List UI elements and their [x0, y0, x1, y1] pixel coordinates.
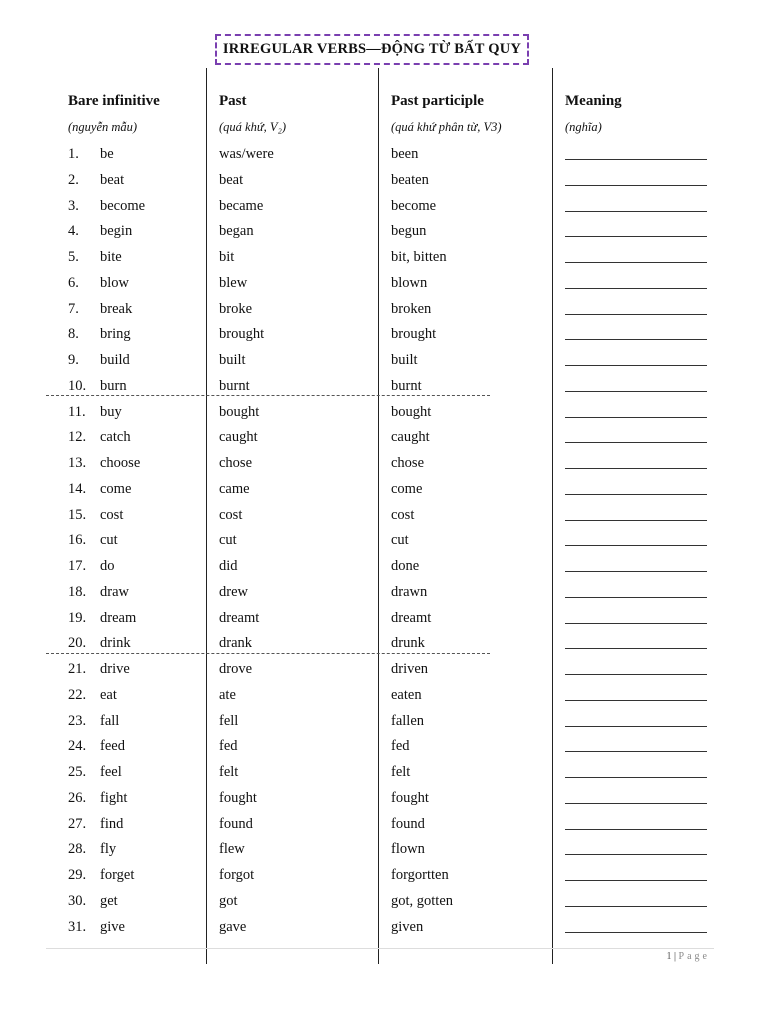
past-form: drove — [219, 661, 253, 677]
page-number: 1 — [666, 951, 672, 962]
past-participle: brought — [391, 326, 437, 343]
bare-infinitive: cost — [100, 506, 124, 523]
page-footer — [667, 951, 710, 962]
footer-rule — [46, 948, 714, 949]
page-label: Page — [678, 951, 710, 962]
bare-infinitive: bring — [100, 326, 131, 343]
past-form: dreamt — [219, 609, 260, 626]
meaning-blank-line — [565, 300, 707, 315]
past-form: beat — [219, 171, 244, 188]
past-form: brought — [219, 326, 265, 343]
verb-number: 23. — [68, 712, 87, 729]
meaning-blank-line — [565, 377, 707, 392]
verb-row — [0, 480, 768, 506]
verb-number: 4. — [68, 223, 79, 240]
verb-number: 27. — [68, 815, 87, 832]
title-box — [215, 34, 529, 65]
bare-infinitive: break — [100, 300, 133, 317]
verb-row — [0, 609, 768, 635]
verb-number: 14. — [68, 480, 87, 497]
past-participle: begun — [391, 223, 427, 240]
past-participle: drawn — [391, 583, 428, 600]
past-participle: become — [391, 197, 437, 214]
bare-infinitive: drink — [100, 635, 131, 652]
past-participle: fought — [391, 789, 429, 806]
verb-row — [0, 583, 768, 609]
header-past-participle: Past participle — [391, 93, 484, 109]
verb-row — [0, 763, 768, 789]
past-participle: fallen — [391, 712, 425, 729]
past-form: bit — [219, 249, 235, 265]
bare-infinitive: give — [100, 918, 125, 935]
verb-row — [0, 171, 768, 197]
past-form: got — [219, 892, 238, 909]
verb-row — [0, 377, 768, 403]
past-form: found — [219, 815, 253, 832]
bare-infinitive: come — [100, 480, 132, 497]
past-form: built — [219, 352, 246, 368]
subheader-past: (quá khứ, V₂) — [219, 120, 287, 134]
verb-row — [0, 712, 768, 738]
verb-number: 10. — [68, 377, 87, 394]
verb-row — [0, 145, 768, 171]
bare-infinitive: dream — [100, 609, 137, 626]
past-participle: built — [391, 352, 418, 368]
meaning-blank-line — [565, 351, 707, 366]
verb-number: 22. — [68, 686, 87, 703]
past-participle: been — [391, 146, 419, 162]
past-participle: cost — [391, 506, 415, 523]
past-participle: blown — [391, 274, 428, 291]
meaning-blank-line — [565, 866, 707, 881]
meaning-blank-line — [565, 737, 707, 752]
verb-number: 26. — [68, 789, 87, 806]
bare-infinitive: beat — [100, 171, 125, 188]
meaning-blank-line — [565, 222, 707, 237]
verb-number: 8. — [68, 326, 79, 343]
verb-row — [0, 634, 768, 660]
verb-number: 28. — [68, 841, 87, 858]
meaning-blank-line — [565, 531, 707, 546]
bare-infinitive: bite — [100, 249, 122, 265]
verb-number: 6. — [68, 274, 79, 291]
bare-infinitive: do — [100, 558, 115, 574]
verb-number: 5. — [68, 249, 79, 265]
bare-infinitive: become — [100, 197, 146, 214]
meaning-blank-line — [565, 403, 707, 418]
past-participle: given — [391, 918, 424, 935]
verb-number: 12. — [68, 429, 87, 446]
meaning-blank-line — [565, 609, 707, 624]
verb-row — [0, 325, 768, 351]
verb-number: 18. — [68, 583, 87, 600]
verb-row — [0, 892, 768, 918]
verb-row — [0, 918, 768, 944]
past-participle: come — [391, 480, 423, 497]
verb-row — [0, 274, 768, 300]
past-participle: flown — [391, 841, 425, 858]
past-form: ate — [219, 686, 236, 703]
past-form: drew — [219, 583, 248, 600]
past-participle: broken — [391, 300, 432, 317]
verb-row — [0, 506, 768, 532]
past-form: was/were — [219, 146, 274, 162]
verb-row — [0, 686, 768, 712]
bare-infinitive: get — [100, 892, 118, 909]
verb-row — [0, 815, 768, 841]
verb-row — [0, 403, 768, 429]
meaning-blank-line — [565, 274, 707, 289]
verb-row — [0, 428, 768, 454]
bare-infinitive: choose — [100, 455, 141, 471]
verb-number: 2. — [68, 171, 79, 188]
past-form: came — [219, 480, 250, 497]
past-participle: eaten — [391, 686, 422, 703]
verb-number: 31. — [68, 918, 87, 935]
verb-number: 25. — [68, 764, 87, 780]
subheader-bare-infinitive: (nguyễn mẫu) — [68, 120, 138, 134]
bare-infinitive: catch — [100, 429, 131, 446]
meaning-blank-line — [565, 145, 707, 160]
past-participle: caught — [391, 429, 430, 446]
bare-infinitive: feed — [100, 738, 125, 755]
footer-divider: | — [674, 951, 677, 962]
past-form: began — [219, 223, 254, 240]
past-participle: got, gotten — [391, 892, 454, 909]
verb-number: 19. — [68, 609, 87, 626]
past-participle: felt — [391, 764, 411, 780]
meaning-blank-line — [565, 557, 707, 572]
verb-row — [0, 300, 768, 326]
verb-number: 11. — [68, 403, 86, 420]
bare-infinitive: fight — [100, 789, 128, 806]
bare-infinitive: find — [100, 815, 124, 832]
meaning-blank-line — [565, 840, 707, 855]
bare-infinitive: forget — [100, 867, 135, 883]
past-form: cut — [219, 532, 237, 549]
verb-row — [0, 737, 768, 763]
bare-infinitive: eat — [100, 686, 117, 703]
page-title: IRREGULAR VERBS—ĐỘNG TỪ BẤT QUY — [222, 41, 522, 57]
bare-infinitive: be — [100, 146, 114, 162]
past-form: broke — [219, 300, 253, 317]
bare-infinitive: buy — [100, 403, 122, 420]
bare-infinitive: fall — [100, 712, 120, 729]
meaning-blank-line — [565, 789, 707, 804]
meaning-blank-line — [565, 634, 707, 649]
meaning-blank-line — [565, 712, 707, 727]
verb-row — [0, 222, 768, 248]
verb-number: 15. — [68, 506, 87, 523]
meaning-blank-line — [565, 428, 707, 443]
bare-infinitive: build — [100, 352, 130, 368]
verb-number: 20. — [68, 635, 87, 652]
past-form: did — [219, 558, 238, 574]
header-past: Past — [219, 93, 247, 109]
bare-infinitive: burn — [100, 377, 127, 394]
verb-row — [0, 197, 768, 223]
verb-row — [0, 248, 768, 274]
past-form: gave — [219, 918, 247, 935]
group-separator — [46, 653, 490, 654]
verb-number: 16. — [68, 532, 87, 549]
verb-row — [0, 454, 768, 480]
verb-row — [0, 866, 768, 892]
past-form: became — [219, 197, 264, 214]
meaning-blank-line — [565, 506, 707, 521]
past-form: cost — [219, 506, 243, 523]
meaning-blank-line — [565, 686, 707, 701]
verb-number: 1. — [68, 146, 79, 162]
past-participle: beaten — [391, 171, 429, 188]
header-meaning: Meaning — [565, 93, 622, 109]
verb-number: 29. — [68, 867, 87, 883]
meaning-blank-line — [565, 583, 707, 598]
meaning-blank-line — [565, 248, 707, 263]
bare-infinitive: begin — [100, 223, 133, 240]
subheader-past-participle: (quá khứ phân từ, V3) — [391, 120, 502, 134]
past-form: fought — [219, 789, 257, 806]
header-bare-infinitive: Bare infinitive — [68, 93, 160, 109]
bare-infinitive: feel — [100, 764, 122, 780]
meaning-blank-line — [565, 815, 707, 830]
past-form: chose — [219, 455, 253, 471]
verb-row — [0, 789, 768, 815]
past-form: bought — [219, 403, 260, 420]
past-participle: bought — [391, 403, 432, 420]
verb-number: 24. — [68, 738, 87, 755]
past-participle: fed — [391, 738, 410, 755]
past-form: blew — [219, 274, 248, 291]
verb-row — [0, 557, 768, 583]
past-participle: driven — [391, 661, 429, 677]
bare-infinitive: drive — [100, 661, 130, 677]
past-participle: forgortten — [391, 867, 449, 883]
verb-row — [0, 351, 768, 377]
meaning-blank-line — [565, 480, 707, 495]
verb-row — [0, 531, 768, 557]
past-form: fed — [219, 738, 238, 755]
past-form: caught — [219, 429, 258, 446]
verb-number: 17. — [68, 558, 87, 574]
past-participle: burnt — [391, 377, 422, 394]
past-participle: bit, bitten — [391, 249, 447, 265]
meaning-blank-line — [565, 171, 707, 186]
group-separator — [46, 395, 490, 396]
verb-row — [0, 840, 768, 866]
past-participle: chose — [391, 455, 425, 471]
meaning-blank-line — [565, 892, 707, 907]
verb-number: 7. — [68, 300, 79, 317]
verb-number: 3. — [68, 197, 79, 214]
bare-infinitive: fly — [100, 841, 117, 858]
past-form: burnt — [219, 377, 250, 394]
meaning-blank-line — [565, 660, 707, 675]
verb-number: 9. — [68, 352, 79, 368]
verb-row — [0, 660, 768, 686]
meaning-blank-line — [565, 454, 707, 469]
past-participle: cut — [391, 532, 409, 549]
verb-number: 13. — [68, 455, 87, 471]
past-participle: dreamt — [391, 609, 432, 626]
verb-number: 21. — [68, 661, 87, 677]
bare-infinitive: draw — [100, 583, 129, 600]
past-form: drank — [219, 635, 253, 652]
subheader-meaning: (nghĩa) — [565, 120, 602, 134]
past-form: felt — [219, 764, 239, 780]
past-form: flew — [219, 841, 245, 858]
meaning-blank-line — [565, 325, 707, 340]
meaning-blank-line — [565, 197, 707, 212]
past-participle: drunk — [391, 635, 425, 652]
past-participle: found — [391, 815, 425, 832]
past-participle: done — [391, 558, 420, 574]
meaning-blank-line — [565, 918, 707, 933]
bare-infinitive: cut — [100, 532, 118, 549]
verb-number: 30. — [68, 892, 87, 909]
meaning-blank-line — [565, 763, 707, 778]
bare-infinitive: blow — [100, 274, 129, 291]
past-form: fell — [219, 712, 239, 729]
past-form: forgot — [219, 867, 255, 883]
